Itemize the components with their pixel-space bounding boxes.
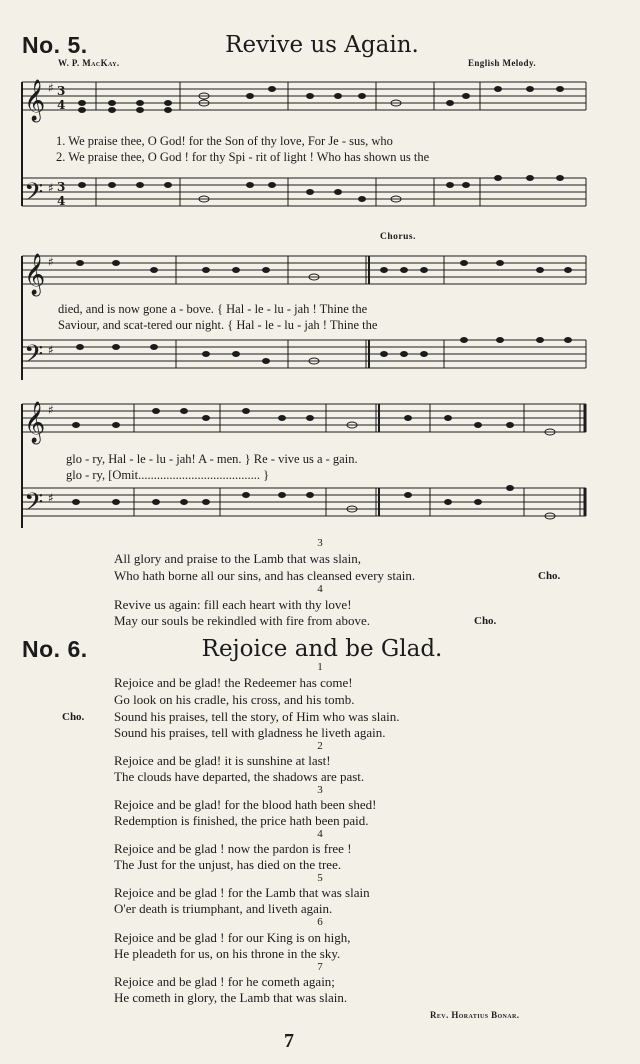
hymn6-verse2-line2: The clouds have departed, the shadows are past.: [114, 769, 365, 784]
hymn6-chorus-line1: Sound his praises, tell the story, of Him who was slain.: [114, 709, 400, 724]
hymn5-verse3-line2: Who hath borne all our sins, and has cleansed every stain.: [114, 568, 416, 583]
hymn6-verse4-number: 4: [317, 828, 323, 840]
hymn5-tune: English Melody.: [468, 58, 537, 68]
chorus-label: Chorus.: [380, 232, 416, 242]
svg-text:♯: ♯: [48, 491, 54, 505]
svg-text:♯: ♯: [48, 403, 54, 417]
hymn6-verse3-line1: Rejoice and be glad! for the blood hath been shed!: [114, 797, 377, 812]
hymn5-verse3-line1: All glory and praise to the Lamb that was slain,: [114, 551, 361, 566]
svg-text:𝄢: 𝄢: [24, 340, 44, 375]
svg-text:♯: ♯: [48, 181, 54, 195]
hymn6-verse5-number: 5: [317, 872, 323, 884]
system3-lyric-verse1: glo - ry, Hal - le - lu - jah! A - men. } Re - vive us a - gain.: [66, 452, 358, 466]
system2-lyric-verse2: Saviour, and scat-tered our night. { Hal - le - lu - jah ! Thine the: [58, 318, 378, 332]
svg-text:𝄞: 𝄞: [24, 80, 46, 121]
system1-lyric-verse1: 1. We praise thee, O God! for the Son of thy love, For Je - sus, who: [56, 134, 393, 148]
hymn6-verse7-line1: Rejoice and be glad ! for he cometh again;: [114, 974, 335, 989]
hymn5-title: Revive us Again.: [225, 32, 419, 58]
hymn5-verse3-cho: Cho.: [538, 570, 561, 582]
svg-text:3: 3: [57, 84, 66, 98]
hymn6-verse1-line2: Go look on his cradle, his cross, and his tomb.: [114, 692, 355, 707]
svg-text:𝄢: 𝄢: [24, 178, 44, 213]
hymn5-verse4-cho: Cho.: [474, 615, 497, 627]
svg-text:♯: ♯: [48, 343, 54, 357]
hymn5-number: No. 5.: [22, 32, 88, 58]
hymn5-author: W. P. MacKay.: [58, 58, 120, 68]
hymn6-title: Rejoice and be Glad.: [201, 636, 443, 662]
hymn6-verse3-number: 3: [317, 784, 323, 796]
hymn6-verse7-line2: He cometh in glory, the Lamb that was slain.: [114, 990, 348, 1005]
hymn5-verse4-line1: Revive us again: fill each heart with thy love!: [114, 597, 352, 612]
page-number: 7: [284, 1030, 294, 1052]
music-system-3: [20, 392, 588, 542]
hymn6-verse1-line1: Rejoice and be glad! the Redeemer has come!: [114, 675, 353, 690]
hymn5-verse4-number: 4: [317, 583, 323, 595]
hymn6-cho-label: Cho.: [62, 711, 85, 723]
hymn6-number: No. 6.: [22, 636, 88, 662]
hymn6-chorus-line2: Sound his praises, tell with gladness he liveth again.: [114, 725, 386, 740]
svg-text:4: 4: [57, 98, 66, 112]
hymn6-verse6-number: 6: [317, 916, 323, 928]
hymn6-verse2-line1: Rejoice and be glad! it is sunshine at last!: [114, 753, 331, 768]
svg-text:♯: ♯: [48, 255, 54, 269]
svg-text:𝄞: 𝄞: [24, 402, 46, 443]
system2-lyric-verse1: died, and is now gone a - bove. { Hal - le - lu - jah ! Thine the: [58, 302, 368, 316]
hymn5-verse3-number: 3: [317, 537, 323, 549]
svg-text:♯: ♯: [48, 81, 54, 95]
hymn6-verse4-line1: Rejoice and be glad ! now the pardon is free !: [114, 841, 352, 856]
music-system-2: [20, 244, 588, 394]
hymn6-verse1-number: 1: [317, 661, 323, 673]
svg-text:𝄢: 𝄢: [24, 488, 44, 523]
svg-text:𝄞: 𝄞: [24, 254, 46, 295]
hymn6-verse5-line1: Rejoice and be glad ! for the Lamb that was slain: [114, 885, 370, 900]
hymn6-verse2-number: 2: [317, 740, 323, 752]
hymn5-verse4-line2: May our souls be rekindled with fire from above.: [114, 613, 370, 628]
staff-system-3-graphic: [20, 392, 588, 542]
hymn6-verse5-line2: O'er death is triumphant, and liveth again.: [114, 901, 333, 916]
hymn6-verse4-line2: The Just for the unjust, has died on the tree.: [114, 857, 342, 872]
hymn6-author: Rev. Horatius Bonar.: [430, 1010, 520, 1020]
svg-text:3: 3: [57, 180, 66, 194]
hymn6-verse6-line1: Rejoice and be glad ! for our King is on high,: [114, 930, 351, 945]
system1-lyric-verse2: 2. We praise thee, O God ! for thy Spi - rit of light ! Who has shown us the: [56, 150, 430, 164]
hymn6-verse3-line2: Redemption is finished, the price hath been paid.: [114, 813, 369, 828]
hymn6-verse7-number: 7: [317, 961, 323, 973]
svg-text:4: 4: [57, 194, 66, 208]
music-system-1: [20, 70, 588, 220]
hymn6-verse6-line2: He pleadeth for us, on his throne in the sky.: [114, 946, 341, 961]
system3-lyric-verse2: glo - ry, [Omit....................................... }: [66, 468, 270, 482]
